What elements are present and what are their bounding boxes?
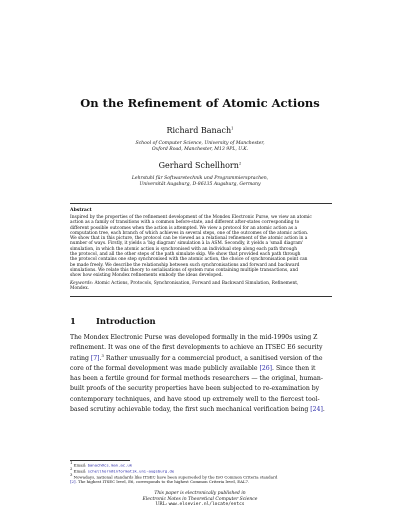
affiliation-2 xyxy=(0,176,400,188)
body-line: core of the formal development was made publicly available [26]. Since then it xyxy=(70,364,316,372)
abstract-line: Inspired by the properties of the refinement development of the Mondex Electronic Purse, we view an atomic xyxy=(70,215,312,220)
publication-url-label: URL: xyxy=(155,502,168,508)
author-2 xyxy=(0,161,400,170)
footnote-mark: 1 xyxy=(70,460,73,465)
author-2-name: Gerhard Schellhorn xyxy=(158,161,239,170)
body-line: The Mondex Electronic Purse was developed formally in the mid-1990s using Z xyxy=(70,334,318,341)
section-title: Introduction xyxy=(96,316,156,326)
footnote-3 xyxy=(70,472,332,485)
body-line: built proofs of the security properties have been subjected to re-examination by xyxy=(70,385,320,393)
section-heading xyxy=(70,316,156,326)
footnote-text: . The highest ITSEC level, E6, corresponds to the highest Common Criteria level, EAL7. xyxy=(75,479,250,485)
footnote-rule xyxy=(70,460,130,461)
body-line: based scrutiny achievable today, the first such mechanical verification being [24]. xyxy=(70,405,325,413)
footnote-text: Nowadays, national standards like ITSEC have been superseded by the ISO Common Criteria standard xyxy=(73,474,278,480)
abstract-line: show how existing Mondex refinements embody the ideas developed. xyxy=(70,273,223,279)
body-line: has been a fertile ground for formal methods researchers — the original, human- xyxy=(70,375,323,382)
abstract-line: different possible outcomes when the action is attempted. We view a protocol for an atomic action as a xyxy=(70,225,298,231)
abstract-line: simulations. We relate this theory to serialisations of system runs containing multiple transactions, and xyxy=(70,267,299,273)
citation-link[interactable]: [7] xyxy=(90,354,100,362)
email-link[interactable]: schellhorn@informatik.uni-augsburg.de xyxy=(87,468,175,474)
publication-url-link[interactable]: www.elsevier.nl/locate/entcs xyxy=(168,502,245,508)
abstract-line: computation tree, each branch of which achieves in several steps, one of the outcomes of the atomic action. xyxy=(70,230,309,236)
author-2-mark: 2 xyxy=(238,160,242,166)
keywords-line: Mondex. xyxy=(70,286,90,292)
author-1-mark: 1 xyxy=(231,125,234,131)
keywords xyxy=(70,281,332,292)
abstract-line: the protocol contains one step synchronised with the atomic action, the choice of synchronisation point can xyxy=(70,257,308,263)
body-line: contemporary techniques, and have stood up extremely well to the fiercest tool- xyxy=(70,395,320,403)
affiliation-1 xyxy=(0,141,400,153)
footnote-mark: 2 xyxy=(70,466,73,471)
abstract-line: be made freely. We describe the relationship between such synchronisations and forward and backward xyxy=(70,262,300,268)
footnote-label: Email: xyxy=(73,462,87,468)
abstract-line: simulation, in which the atomic action is synchronised with an individual step along each path through xyxy=(70,246,298,252)
affiliation-1-line-2: Oxford Road, Manchester, M13 9PL, U.K. xyxy=(151,147,249,152)
abstract-bottom-rule xyxy=(70,296,332,297)
email-link[interactable]: banach@cs.man.ac.uk xyxy=(87,462,133,468)
affiliation-1-line-1: School of Computer Science, University of Manchester, xyxy=(135,141,265,146)
body-line: refinement. It was one of the first developments to achieve an ITSEC E6 security xyxy=(70,344,323,352)
citation-link[interactable]: [26] xyxy=(259,364,273,372)
author-1-name: Richard Banach xyxy=(166,126,232,135)
section-number: 1 xyxy=(70,316,76,326)
affiliation-2-line-2: Universität Augsburg, D-86135 Augsburg, Germany xyxy=(139,182,261,187)
footnote-mark: 3 xyxy=(70,472,73,477)
abstract-line: the protocol, and all the other steps of the path simulate skip. We show that provided each path through xyxy=(70,252,301,258)
citation-link[interactable]: [24] xyxy=(310,405,323,413)
citation-link[interactable]: [2] xyxy=(70,479,76,485)
footnote-ref[interactable]: 3 xyxy=(101,352,104,358)
publication-note xyxy=(0,491,400,508)
keywords-line: Atomic Actions, Protocols, Synchronisation, Forward and Backward Simulation, Refinement, xyxy=(94,281,299,286)
abstract-body xyxy=(70,215,332,279)
abstract-top-rule xyxy=(70,203,332,204)
affiliation-2-line-1: Lehrstuhl für Softwaretechnik und Programmiersprachen, xyxy=(131,176,269,181)
author-1 xyxy=(0,126,400,135)
abstract-line: We show that in this picture, the protocol can be viewed as a relational refinement of the atomic action in a xyxy=(70,236,308,242)
body-line: rating [7].$^3$ Rather unusually for a commercial product, a sanitised version of the xyxy=(70,352,323,362)
abstract-heading: Abstract xyxy=(70,208,92,213)
abstract-line: number of ways. Firstly, it yields a 'big diagram' simulation à la ASM. Secondly, it yields a 'small diagram' xyxy=(70,241,304,247)
abstract-line: action as a family of transitions with a common before-state, and different after-states corresponding to xyxy=(70,220,300,226)
paper-title: On the Refinement of Atomic Actions xyxy=(80,96,320,110)
publication-line-2: Electronic Notes in Theoretical Computer Science xyxy=(142,496,258,502)
publication-line-1: This paper is electronically published in xyxy=(154,491,246,496)
footnote-label: Email: xyxy=(73,468,87,474)
body-text xyxy=(70,333,332,415)
keywords-label: Keywords: xyxy=(70,281,94,286)
